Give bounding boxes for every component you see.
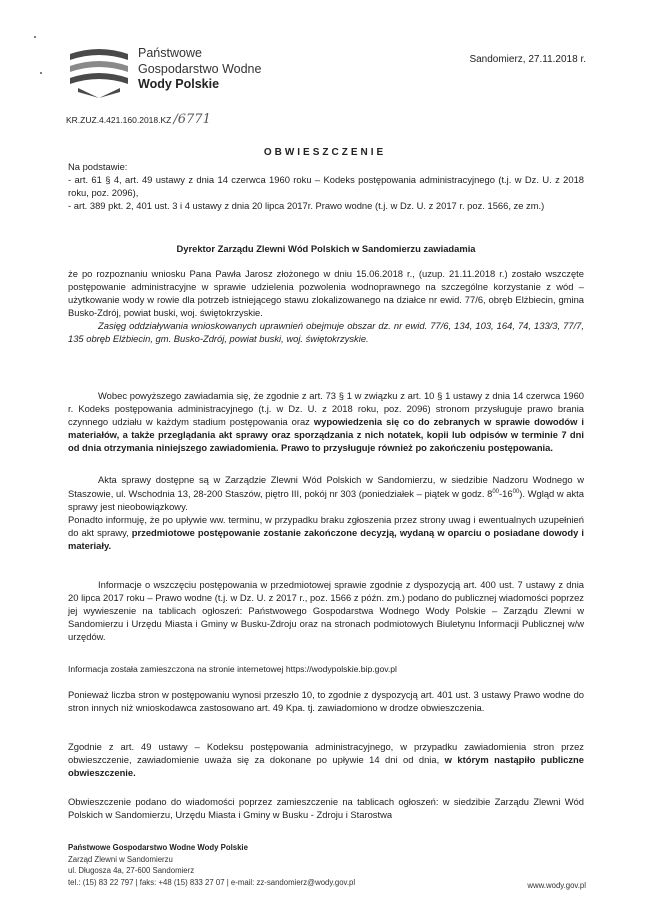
paragraph-text: że po rozpoznaniu wniosku Pana Pawła Jarosz złożonego w dniu 15.06.2018 r., (uzup. 21.11.2018 r.) zostało wszczęte postępowanie administracyjne w sprawie udzielenia pozwolenia wodnoprawnego na szczególne korzystanie z wód – użytkowanie wody w rowie dla potrzeb istniejącego stawu zlokalizowanego na działce nr ewid. 77/6, obręb Elżbiecin, gmina Busko-Zdrój, powiat buski, woj. świętokrzyskie. — [68, 268, 584, 318]
paragraph-4 — [68, 473, 584, 552]
org-line-2: Gospodarstwo Wodne — [138, 61, 262, 76]
paragraph-text: Obwieszczenie podano do wiadomości poprzez zamieszczenie na tablicach ogłoszeń: w siedzibie Zarządu Zlewni Wód Polskich w Sandomierzu, Urzędu Miasta i Gminy w Busku - Zdroju i Starostwa — [68, 796, 584, 820]
footer-unit: Zarząd Zlewni w Sandomierzu — [68, 854, 173, 864]
paragraph-6 — [68, 578, 584, 643]
paragraph-text: Ponadto informuję, że po upływie ww. terminu, w przypadku braku zgłoszenia przez strony uwag i ewentualnych uzupełnień do akt sprawy, — [68, 514, 584, 539]
superscript: 00 — [492, 489, 500, 495]
org-line-3: Wody Polskie — [138, 77, 220, 91]
city-date: Sandomierz, 27.11.2018 r. — [469, 54, 586, 65]
announcer-heading: Dyrektor Zarządu Zlewni Wód Polskich w Sandomierzu zawiadamia — [176, 243, 476, 254]
org-line-1: Państwowe — [138, 46, 202, 60]
reference-number — [66, 112, 211, 127]
paragraph-text: Zgodnie z art. 49 ustawy – Kodeksu postępowania administracyjnego, w przypadku zawiadomienia stron przez obwieszczenie, zawiadomienie uważa się za dokonane po upływie 14 dni od dnia, — [68, 741, 584, 765]
paragraph-text: -16 — [499, 488, 513, 500]
legal-basis — [68, 160, 584, 212]
paragraph-text: ). Wgląd w akta sprawy jest nieobowiązkowy. — [68, 488, 584, 513]
paragraph-10 — [68, 795, 584, 821]
handwritten-reference: /6771 — [173, 112, 211, 127]
paragraph-3 — [68, 389, 584, 454]
paragraph-text-bold: w którym nastąpiło publiczne obwieszczenie. — [68, 754, 584, 778]
paragraph-text: Informacja została zamieszczona na stronie internetowej https://wodypolskie.bip.gov.pl — [68, 664, 397, 674]
basis-intro: Na podstawie: — [68, 161, 128, 172]
paragraph-9 — [68, 740, 584, 779]
paragraph-1 — [68, 267, 584, 345]
footer-website: www.wody.gov.pl — [527, 881, 586, 890]
paragraph-text-bold: wypowiedzenia się co do zebranych w sprawie dowodów i materiałów, a także przeglądania akt sprawy oraz sporządzania z nich notatek, kopii lub odpisów w terminie 7 dni od dnia otrzymania niniejszego zawiadomienia. Prawo to przysługuje również po zakończeniu postępowania. — [68, 416, 584, 453]
paragraph-text-bold: przedmiotowe postępowanie zostanie zakończone decyzją, wydaną w oparciu o posiadane dowody i materiały. — [68, 527, 584, 552]
paragraph-text: Akta sprawy dostępne są w Zarządzie Zlewni Wód Polskich w Sandomierzu, w siedzibie Nadzoru Wodnego w Staszowie, ul. Wschodnia 13, 28-200 Staszów, piętro III, pokój nr 303 (poniedziałek – piątek w godz. 8 — [68, 474, 584, 500]
basis-item: - art. 389 pkt. 2, 401 ust. 3 i 4 ustawy z dnia 20 lipca 2017r. Prawo wodne (t.j. w Dz. U. z 2017 r. poz. 1566, ze zm.) — [68, 200, 545, 211]
superscript: 00 — [512, 489, 520, 495]
scan-speck — [34, 36, 36, 38]
wody-polskie-logo-icon — [68, 46, 130, 98]
paragraph-text: Wobec powyższego zawiadamia się, że zgodnie z art. 73 § 1 w związku z art. 10 § 1 ustawy z dnia 14 czerwca 1960 r. Kodeks postępowania administracyjnego (t.j. w Dz. U. z 2018 roku, poz. 2096) stronom przysługuje prawo brania czynnego udziału w każdym stadium postępowania oraz — [68, 390, 584, 427]
footer — [68, 842, 355, 888]
reference-code: KR.ZUZ.4.421.160.2018.KZ — [66, 115, 172, 125]
paragraph-8 — [68, 688, 584, 714]
paragraph-text: Ponieważ liczba stron w postępowaniu wynosi przeszło 10, to zgodnie z dyspozycją art. 401 ust. 3 ustawy Prawo wodne do stron innych niż wnioskodawca zastosowano art. 49 Kpa. tj. zawiadomiono w drodze obwieszczenia. — [68, 689, 584, 713]
basis-item: - art. 61 § 4, art. 49 ustawy z dnia 14 czerwca 1960 roku – Kodeks postępowania administracyjnego (t.j. w Dz. U. z 2018 roku, poz. 2096), — [68, 174, 584, 198]
document-title: OBWIESZCZENIE — [263, 147, 387, 158]
scan-speck — [40, 72, 42, 74]
footer-org: Państwowe Gospodarstwo Wodne Wody Polskie — [68, 843, 248, 852]
organization-name — [138, 46, 261, 93]
footer-address: ul. Długosza 4a, 27-600 Sandomierz — [68, 866, 195, 875]
paragraph-7 — [68, 663, 584, 676]
paragraph-text: Zasięg oddziaływania wnioskowanych uprawnień obejmuje obszar dz. nr ewid. 77/6, 134, 103, 164, 74, 133/3, 77/7, 135 obręb Elżbiecin, gm. Busko-Zdrój, powiat buski, woj. świętokrzyskie. — [68, 320, 584, 344]
footer-contact: tel.: (15) 83 22 797 | faks: +48 (15) 833 27 07 | e-mail: zz-sandomierz@wody.gov.pl — [68, 877, 356, 887]
paragraph-text: Informacje o wszczęciu postępowania w przedmiotowej sprawie zgodnie z dyspozycją art. 400 ust. 7 ustawy z dnia 20 lipca 2017 roku – Prawo wodne (t.j. w Dz. U. z 2017 r., poz. 1566 z późn. zm.) podano do publicznej wiadomości poprzez jej wywieszenie na tablicach ogłoszeń: Państwowego Gospodarstwa Wodnego Wody Polskie – Zarządu Zlewni w Sandomierzu i Urzędu Miasta i Gminy w Busku-Zdroju oraz na stronach podmiotowych Biuletynu Informacji Publicznej w/w urzędów. — [68, 579, 584, 642]
